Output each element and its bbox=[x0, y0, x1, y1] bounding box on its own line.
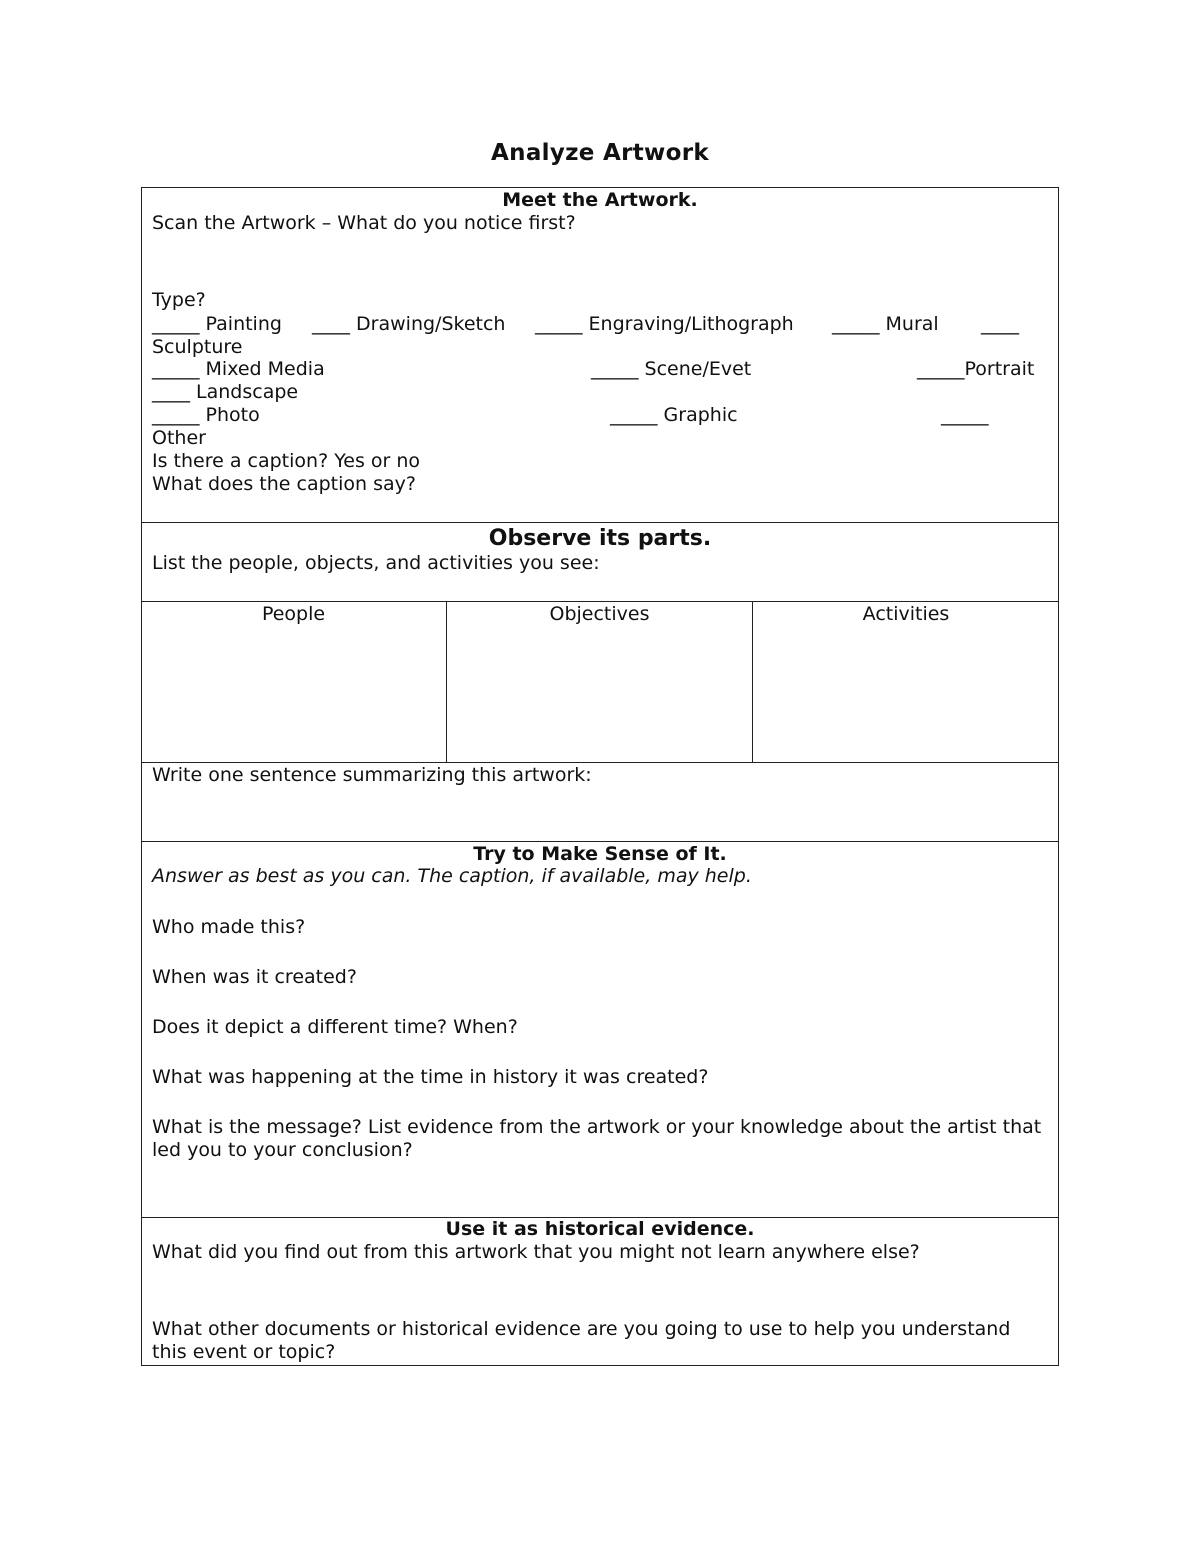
option-other: Other bbox=[152, 427, 206, 449]
question-message: What is the message? List evidence from the artwork or your knowledge about the artist that led you to your conclusion? bbox=[152, 1116, 1042, 1161]
summary-prompt: Write one sentence summarizing this artwork: bbox=[152, 764, 592, 786]
question-history-context: What was happening at the time in history it was created? bbox=[152, 1066, 709, 1088]
type-label: Type? bbox=[152, 289, 206, 311]
scan-question: Scan the Artwork – What do you notice first? bbox=[152, 212, 576, 234]
sense-heading: Try to Make Sense of It. bbox=[473, 843, 727, 865]
column-header-objectives: Objectives bbox=[549, 603, 650, 625]
option-graphic: _____ Graphic bbox=[610, 404, 738, 426]
column-header-activities: Activities bbox=[862, 603, 950, 625]
column-header-people: People bbox=[261, 603, 326, 625]
observe-heading: Observe its parts. bbox=[488, 526, 712, 551]
question-other-documents: What other documents or historical evidence are you going to use to help you understand this event or topic? bbox=[152, 1318, 1011, 1363]
option-scene: _____ Scene/Evet bbox=[591, 358, 752, 380]
option-engraving: _____ Engraving/Lithograph bbox=[535, 313, 794, 335]
divider-sense bbox=[141, 841, 1059, 842]
meet-heading: Meet the Artwork. bbox=[502, 189, 698, 211]
page-title: Analyze Artwork bbox=[491, 140, 709, 166]
option-other-blank: _____ bbox=[941, 404, 989, 426]
option-landscape: ____ Landscape bbox=[152, 381, 299, 403]
question-when-created: When was it created? bbox=[152, 966, 357, 988]
option-portrait: _____Portrait bbox=[917, 358, 1035, 380]
caption-question: Is there a caption? Yes or no bbox=[152, 450, 421, 472]
option-sculpture-blank: ____ bbox=[981, 313, 1019, 335]
divider-summary bbox=[141, 762, 1059, 763]
option-mural: _____ Mural bbox=[832, 313, 939, 335]
caption-say-question: What does the caption say? bbox=[152, 473, 416, 495]
option-photo: _____ Photo bbox=[152, 404, 260, 426]
sense-note: Answer as best as you can. The caption, if available, may help. bbox=[152, 865, 752, 887]
question-who-made: Who made this? bbox=[152, 916, 306, 938]
divider-observe bbox=[141, 522, 1059, 523]
divider-columns-top bbox=[141, 601, 1059, 602]
option-painting: _____ Painting bbox=[152, 313, 282, 335]
observe-instruction: List the people, objects, and activities you see: bbox=[152, 552, 600, 574]
question-different-time: Does it depict a different time? When? bbox=[152, 1016, 518, 1038]
option-sculpture: Sculpture bbox=[152, 336, 243, 358]
evidence-heading: Use it as historical evidence. bbox=[445, 1218, 755, 1240]
option-drawing: ____ Drawing/Sketch bbox=[312, 313, 506, 335]
question-find-out: What did you find out from this artwork that you might not learn anywhere else? bbox=[152, 1241, 920, 1263]
option-mixed-media: _____ Mixed Media bbox=[152, 358, 325, 380]
